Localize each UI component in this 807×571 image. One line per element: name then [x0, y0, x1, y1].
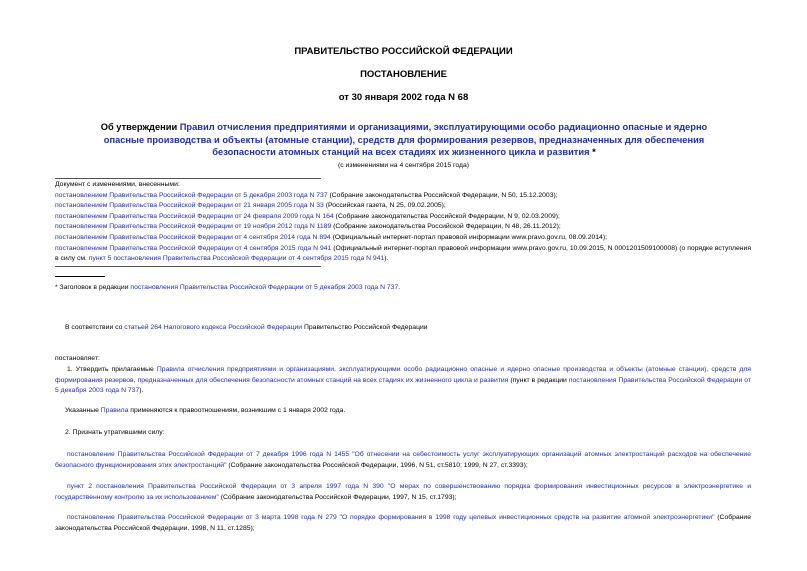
change-item: постановлением Правительства Российской Федерации от 19 ноября 2012 года N 1189 (Собрание законодательства Российской Федерации, N 48, 26.11.2012);: [55, 223, 561, 231]
footnote-link[interactable]: постановления Правительства Российской Федерации от 5 декабря 2003 года N 737: [130, 284, 399, 291]
document-type: ПОСТАНОВЛЕНИЕ: [360, 69, 447, 80]
title-link[interactable]: Правил отчисления предприятиями и организациями, эксплуатирующими особо радиационно опасные и ядерно опасные производства и объекты (атомные станции), средств для формирования резервов, предназначенных для обеспечения безопасности атомных станций на всех стадиях их жизненного цикла и развития: [103, 122, 708, 157]
changes-list: [55, 180, 751, 265]
repealed-item: пункт 2 постановления Правительства Российской Федерации от 3 апреля 1997 года N 390 "О мерах по совершенствованию порядка формирования инвестиционных ресурсов в электроэнергетике и государственному контролю за их использованием" (Собрание законодательства Российской Федерации, 1997, N 15, ст.1793);: [55, 483, 751, 501]
edition-note: (с изменениями на 4 сентября 2015 года): [338, 162, 469, 169]
repealed-link-1[interactable]: постановление Правительства Российской Федерации от 7 декабря 1996 года N 1455 "Об отнесении на себестоимость услуг эксплуатирующих организаций атомных электростанций расходов на обеспечение безопасного функционирования этих электростанций": [55, 451, 751, 469]
change-link[interactable]: постановлением Правительства Российской Федерации от 4 сентября 2015 года N 941: [55, 244, 332, 252]
change-link[interactable]: постановлением Правительства Российской Федерации от 4 сентября 2014 года N 894: [55, 233, 331, 241]
paragraph-1: 1. Утвердить прилагаемые Правила отчисления предприятиями и организациями, эксплуатирующими особо радиационно опасные и ядерно опасные производства и объекты (атомные станции), средств для формирования резервов, предназначенных для обеспечения безопасности атомных станций на всех стадиях их жизненного цикла и развития (пункт в редакции постановления Правительства Российской Федерации от 5 декабря 2003 года N 737).: [55, 366, 751, 394]
change-link-entry[interactable]: пункт 5 постановления Правительства Российской Федерации от 4 сентября 2015 года N 941: [88, 255, 385, 263]
repealed-link-3[interactable]: постановление Правительства Российской Федерации от 3 марта 1998 года N 279 "О порядке формирования в 1998 году целевых инвестиционных средств на развитие атомной электроэнергетики": [67, 514, 715, 521]
change-link[interactable]: постановлением Правительства Российской Федерации от 19 ноября 2012 года N 1189: [55, 223, 332, 231]
document-date-number: от 30 января 2002 года N 68: [338, 92, 469, 103]
changes-intro: Документ с изменениями, внесенными:: [55, 181, 180, 188]
rules-short-link[interactable]: Правила: [100, 407, 129, 414]
footnote: * Заголовок в редакции постановления Правительства Российской Федерации от 5 декабря 2003 года N 737.: [55, 284, 401, 291]
change-item: постановлением Правительства Российской Федерации от 21 января 2005 года N 33 (Российская газета, N 25, 09.02.2005);: [55, 202, 446, 210]
basis-paragraph: В соответствии со статьей 264 Налогового кодекса Российской Федерации Правительство Российской Федерации: [65, 324, 428, 331]
rules-applicability: Указанные Правила применяются к правоотношениям, возникшим с 1 января 2002 года.: [65, 407, 346, 414]
divider-top: [55, 178, 321, 179]
change-item: постановлением Правительства Российской Федерации от 4 сентября 2014 года N 894 (Официальный интернет-портал правовой информации www.pravo.gov.ru, 08.09.2014);: [55, 233, 607, 241]
government-name: ПРАВИТЕЛЬСТВО РОССИЙСКОЙ ФЕДЕРАЦИИ: [294, 46, 513, 57]
paragraph-2: 2. Признать утратившими силу:: [65, 429, 165, 436]
change-link[interactable]: постановлением Правительства Российской Федерации от 24 февраля 2009 года N 164: [55, 212, 334, 220]
rules-link[interactable]: Правила отчисления предприятиями и организациями, эксплуатирующими особо радиационно опасные и ядерно опасные производства и объекты (атомные станции), средств для формирования резервов, предназначенных для обеспечения безопасности атомных станций на всех стадиях их жизненного цикла и развития: [55, 366, 751, 384]
divider-bottom: [55, 266, 321, 267]
repealed-item: постановление Правительства Российской Федерации от 7 декабря 1996 года N 1455 "Об отнесении на себестоимость услуг эксплуатирующих организаций атомных электростанций расходов на обеспечение безопасного функционирования этих электростанций" (Собрание законодательства Российской Федерации, 1996, N 51, ст.5810; 1999, N 27, ст.3393);: [55, 451, 751, 469]
decides-text: постановляет:: [55, 355, 100, 362]
change-item: постановлением Правительства Российской Федерации от 24 февраля 2009 года N 164 (Собрание законодательства Российской Федерации, N 9, 02.03.2009);: [55, 212, 560, 220]
change-item: постановлением Правительства Российской Федерации от 5 декабря 2003 года N 737 (Собрание законодательства Российской Федерации, N 50, 15.12.2003);: [55, 191, 558, 199]
repealed-link-2[interactable]: пункт 2 постановления Правительства Российской Федерации от 3 апреля 1997 года N 390 "О мерах по совершенствованию порядка формирования инвестиционных ресурсов в электроэнергетике и государственному контролю за их использованием": [55, 483, 751, 501]
title-footnote-mark: *: [589, 147, 596, 157]
document-title: [80, 121, 728, 159]
change-link[interactable]: постановлением Правительства Российской Федерации от 5 декабря 2003 года N 737: [55, 191, 328, 199]
tax-code-link[interactable]: статьей 264 Налогового кодекса Российской Федерации: [124, 324, 303, 331]
footnote-divider: [55, 276, 105, 277]
repealed-item: постановление Правительства Российской Федерации от 3 марта 1998 года N 279 "О порядке формирования в 1998 году целевых инвестиционных средств на развитие атомной электроэнергетики" (Собрание законодательства Российской Федерации, 1998, N 11, ст.1285);: [55, 514, 752, 532]
title-prefix: Об утверждении: [100, 122, 180, 132]
change-link[interactable]: постановлением Правительства Российской Федерации от 21 января 2005 года N 33: [55, 202, 324, 210]
amendment-link[interactable]: постановления Правительства Российской Федерации от 5 декабря 2003 года N 737: [55, 376, 751, 394]
change-item: постановлением Правительства Российской Федерации от 4 сентября 2015 года N 941 (Официальный интернет-портал правовой информации www.pravo.gov.ru, 10.09.2015, N 0001201509100008) (о порядке вступления в силу см. пункт 5 постановления Правительства Российской Федерации от 4 сентября 2015 года N 941).: [55, 244, 752, 263]
